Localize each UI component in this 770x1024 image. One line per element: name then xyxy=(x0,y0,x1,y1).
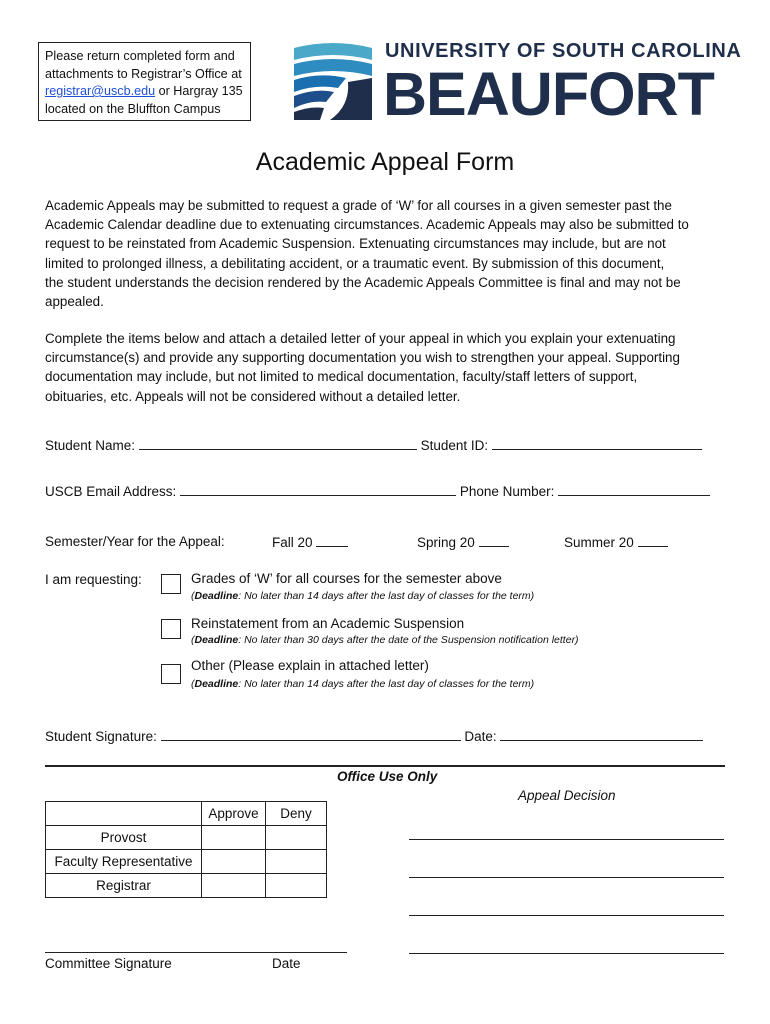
student-signature-row xyxy=(45,728,703,744)
signature-date-label: Date: xyxy=(464,729,497,744)
decision-line[interactable] xyxy=(409,877,724,878)
deadline-word: Deadline xyxy=(194,634,239,646)
semester-label: Semester/Year for the Appeal: xyxy=(45,534,225,549)
intro-line: the student understands the decision rendered by the Academic Appeals Committee is final and may not be xyxy=(45,274,681,290)
spring-year-field[interactable] xyxy=(479,534,509,547)
intro-line: Academic Calendar deadline due to extenuating circumstances. Academic Appeals may also be submitted to xyxy=(45,217,689,233)
deadline-word: Deadline xyxy=(194,590,239,602)
grade-w-checkbox[interactable] xyxy=(161,574,181,594)
student-name-label: Student Name: xyxy=(45,438,136,453)
deadline-text: : No later than 30 days after the date of the Suspension notification letter) xyxy=(238,634,579,646)
deadline-text: : No later than 14 days after the last day of classes for the term) xyxy=(238,678,535,690)
spring-option xyxy=(417,534,509,550)
grade-w-deadline: (Deadline: No later than 14 days after the last day of classes for the term) xyxy=(191,590,535,602)
phone-field[interactable] xyxy=(558,483,710,496)
notice-line-3 xyxy=(45,83,244,101)
table-row xyxy=(46,874,327,898)
office-approval-table xyxy=(45,801,327,898)
faculty-rep-deny-cell[interactable] xyxy=(266,850,327,874)
intro-line: limited to prolonged illness, a debilitating accident, or a traumatic event. By submission of this document, xyxy=(45,255,665,271)
spring-label: Spring 20 xyxy=(417,535,475,550)
fall-option xyxy=(272,534,348,550)
fall-label: Fall 20 xyxy=(272,535,313,550)
office-use-heading: Office Use Only xyxy=(337,769,438,784)
intro-line: request to be reinstated from Academic Suspension. Extenuating circumstances may include, but are not xyxy=(45,236,666,252)
other-option-label: Other (Please explain in attached letter) xyxy=(191,658,429,673)
table-corner-cell xyxy=(46,802,202,826)
appeal-decision-label: Appeal Decision xyxy=(518,788,616,803)
summer-year-field[interactable] xyxy=(638,534,668,547)
fall-year-field[interactable] xyxy=(316,534,348,547)
instructions-line: documentation may include, but not limited to medical documentation, faculty/staff letters of support, xyxy=(45,369,638,385)
instructions-paragraph xyxy=(45,329,725,406)
deadline-word: Deadline xyxy=(194,678,239,690)
logo-campus-text: BEAUFORT xyxy=(383,60,714,128)
faculty-rep-label: Faculty Representative xyxy=(46,850,202,874)
reinstatement-deadline: (Deadline: No later than 30 days after the date of the Suspension notification letter) xyxy=(191,634,579,646)
notice-line-4: located on the Bluffton Campus xyxy=(45,101,221,116)
notice-line-1: Please return completed form and xyxy=(45,49,235,63)
instructions-line: obituaries, etc. Appeals will not be considered without a detailed letter. xyxy=(45,388,461,404)
registrar-approve-cell[interactable] xyxy=(202,874,266,898)
provost-label: Provost xyxy=(46,826,202,850)
reinstatement-checkbox[interactable] xyxy=(161,619,181,639)
faculty-rep-approve-cell[interactable] xyxy=(202,850,266,874)
notice-line-2: attachments to Registrar’s Office at xyxy=(45,66,242,81)
deadline-text: : No later than 14 days after the last day of classes for the term) xyxy=(238,590,535,602)
deny-header: Deny xyxy=(266,802,327,826)
uscb-logo-mark-icon xyxy=(290,42,376,124)
decision-line[interactable] xyxy=(409,839,724,840)
table-header-row xyxy=(46,802,327,826)
student-signature-label: Student Signature: xyxy=(45,729,157,744)
student-name-row xyxy=(45,437,702,453)
registrar-label: Registrar xyxy=(46,874,202,898)
office-use-divider xyxy=(45,765,725,767)
decision-line[interactable] xyxy=(409,915,724,916)
decision-line[interactable] xyxy=(409,953,724,954)
summer-option xyxy=(564,534,668,550)
student-signature-field[interactable] xyxy=(161,728,461,741)
email-field[interactable] xyxy=(180,483,456,496)
contact-row xyxy=(45,483,710,499)
provost-deny-cell[interactable] xyxy=(266,826,327,850)
student-name-field[interactable] xyxy=(139,437,417,450)
summer-label: Summer 20 xyxy=(564,535,634,550)
logo-university-text: UNIVERSITY OF SOUTH CAROLINA xyxy=(385,40,742,62)
table-row xyxy=(46,850,327,874)
instructions-line: circumstance(s) and provide any supporting documentation you wish to strengthen your appeal. Supporting xyxy=(45,350,680,366)
intro-paragraph xyxy=(45,196,725,311)
requesting-label: I am requesting: xyxy=(45,572,142,587)
intro-line: appealed. xyxy=(45,294,104,310)
signature-date-field[interactable] xyxy=(500,728,703,741)
return-instructions-box xyxy=(38,42,251,121)
form-title: Academic Appeal Form xyxy=(255,148,515,176)
committee-date-label: Date xyxy=(272,956,301,971)
other-deadline: (Deadline: No later than 14 days after the last day of classes for the term) xyxy=(191,678,535,690)
provost-approve-cell[interactable] xyxy=(202,826,266,850)
committee-signature-label: Committee Signature xyxy=(45,956,172,971)
reinstatement-option-label: Reinstatement from an Academic Suspension xyxy=(191,616,465,631)
registrar-deny-cell[interactable] xyxy=(266,874,327,898)
email-label: USCB Email Address: xyxy=(45,484,177,499)
instructions-line: Complete the items below and attach a detailed letter of your appeal in which you explain your extenuating xyxy=(45,331,676,346)
student-id-label: Student ID: xyxy=(420,438,489,453)
intro-line: Academic Appeals may be submitted to request a grade of ‘W’ for all courses in a given semester past the xyxy=(45,198,672,213)
registrar-email-link[interactable]: registrar@uscb.edu xyxy=(45,84,156,98)
table-row xyxy=(46,826,327,850)
committee-signature-line[interactable] xyxy=(45,952,347,953)
phone-label: Phone Number: xyxy=(459,484,555,499)
notice-line-3-rest: or Hargray 135 xyxy=(155,84,243,98)
approve-header: Approve xyxy=(202,802,266,826)
other-checkbox[interactable] xyxy=(161,664,181,684)
grade-w-option-label: Grades of ‘W’ for all courses for the semester above xyxy=(191,571,502,586)
student-id-field[interactable] xyxy=(492,437,702,450)
